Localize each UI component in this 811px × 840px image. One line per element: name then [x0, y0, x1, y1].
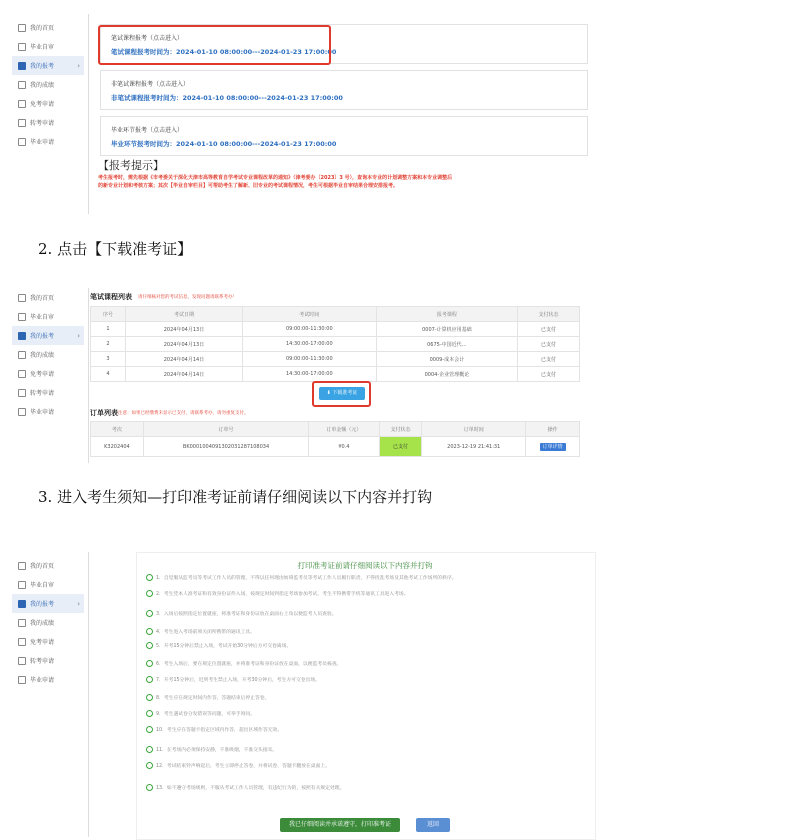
notice-item[interactable]: 1．自觉服从监考员等考试工作人员的管理，不得以任何理由妨碍监考员等考试工作人员履行职责，不得扰乱考场及其他考试工作场所的秩序。: [146, 574, 584, 582]
table-row: 1 2024年04月13日 09:00:00-11:30:00 0007-计算机应用基础 已支付: [91, 322, 580, 337]
divider: [88, 552, 89, 837]
notice-item[interactable]: 9．考生遇试卷分发错误等问题，可举手询问。: [146, 710, 584, 718]
orders-title: 订单列表: [90, 409, 118, 417]
exam-list-note: 请仔细核对您的考试信息，发现问题请联系考办！: [138, 295, 237, 300]
sidebar-item-exemption[interactable]: 免考申请: [12, 364, 84, 383]
divider: [88, 288, 89, 463]
checkbox[interactable]: [146, 574, 153, 581]
download-icon: ⬇: [326, 390, 333, 396]
tip-heading: 【报考提示】: [98, 159, 164, 172]
home-icon: [18, 24, 26, 32]
notice-item[interactable]: 12．考试结束铃声响起后，考生立即停止答卷，并将试卷、答题卡翻放在桌面上。: [146, 762, 584, 770]
home-icon: [18, 562, 26, 570]
checkbox[interactable]: [146, 710, 153, 717]
sidebar-item-home[interactable]: 我的首页: [12, 18, 84, 37]
notice-item[interactable]: 3．入场后按照指定位置就座，将准考证和身份证放在桌面右上角以便监考人员查验。: [146, 610, 584, 618]
user-icon: [18, 81, 26, 89]
checkbox[interactable]: [146, 628, 153, 635]
notice-item[interactable]: 10．考生应在答题卡指定区域内作答，超出区域作答无效。: [146, 726, 584, 734]
table-row: 2 2024年04月13日 14:30:00-17:00:00 0675-中国近代… 已支付: [91, 337, 580, 352]
sidebar-item-exemption[interactable]: 免考申请: [12, 632, 84, 651]
exam-table: 序号 考试日期 考试时间 报考课程 支付状态 1 2024年04月13日 09:00:00-11:30:00 0007-计算机应用基础 已支付 2 2024年04月13日 14:30:00-17:00:00 0675-中国近代… 已支付 3 2024年04月14日 09:00:00-11:30:00 0009-成本会计 已支付 4 2024年04月14日 14:30:00-17:00:00 0004-企业管理概论 已支付: [90, 306, 580, 382]
card-time: 毕业环节报考时间为：2024-01-10 08:00:00---2024-01-23 17:00:00: [111, 140, 337, 148]
sidebar-item-my-registration[interactable]: 我的报考 ›: [12, 56, 84, 75]
table-row: K3202404 BK0001004091302031287108034 ¥0.4 已支付 2023-12-19 21:41:31 订单详情: [91, 437, 580, 457]
status-badge: 已支付: [379, 437, 422, 457]
orders-note: 注意：如果已经缴费未显示已支付，请联系考办，请勿重复支付。: [118, 411, 249, 416]
notice-item[interactable]: 5．开考15分钟后禁止入场，考试开始30分钟后方可交卷离场。: [146, 642, 584, 650]
step-2-heading: 2. 点击【下载准考证】: [38, 240, 193, 258]
chevron-right-icon: ›: [77, 331, 80, 340]
home-icon: [18, 294, 26, 302]
sidebar-item-graduation-review[interactable]: 毕业自审: [12, 37, 84, 56]
checkbox[interactable]: [146, 676, 153, 683]
chevron-right-icon: ›: [77, 599, 80, 608]
user-icon: [18, 351, 26, 359]
form-icon: [18, 638, 26, 646]
checkbox[interactable]: [146, 610, 153, 617]
download-admission-ticket-button[interactable]: ⬇ 下载准考证: [319, 387, 365, 400]
document-icon: [18, 43, 26, 51]
form-icon: [18, 119, 26, 127]
checkbox[interactable]: [146, 590, 153, 597]
form-icon: [18, 100, 26, 108]
table-row: 4 2024年04月14日 14:30:00-17:00:00 0004-企业管理概论 已支付: [91, 367, 580, 382]
checkbox[interactable]: [146, 660, 153, 667]
registration-icon: [18, 62, 26, 70]
highlight-box: [312, 381, 371, 407]
sidebar-item-graduation-apply[interactable]: 毕业申请: [12, 132, 84, 151]
order-details-button[interactable]: 订单详情: [540, 443, 566, 451]
sidebar-item-my-registration[interactable]: 我的报考 ›: [12, 326, 84, 345]
notice-item[interactable]: 8．考生应在规定时间内作答，答题结束后停止答卷。: [146, 694, 584, 702]
checkbox[interactable]: [146, 694, 153, 701]
form-icon: [18, 657, 26, 665]
sidebar-item-scores[interactable]: 我的成绩: [12, 613, 84, 632]
sidebar: [12, 556, 84, 689]
tip-text: 考生报考时，需先根据《市考委关于深化天津市高等教育自学考试专业课程改革的通知》（津考委办〔2023〕3 号），查询本专业的计划调整方案和本专业调整后 的新专业计划和考核方案；其次【毕业自审栏目】可帮助考生了解新、旧专业的考试课程情况，考生可根据毕业自审结果合理安排报考。: [98, 175, 453, 189]
form-icon: [18, 370, 26, 378]
checkbox[interactable]: [146, 642, 153, 649]
notice-item[interactable]: 6．考生入场后，要在规定位置就座，并将准考证和身份证放在桌面，以便监考员核查。: [146, 660, 584, 668]
card-time: 非笔试课程报考时间为：2024-01-10 08:00:00---2024-01-23 17:00:00: [111, 94, 343, 102]
non-written-course-card[interactable]: [100, 70, 588, 110]
highlight-box: [98, 25, 331, 65]
orders-table: 考次 订单号 订单金额（元） 支付状态 订单时间 操作 K3202404 BK0001004091302031287108034 ¥0.4 已支付 2023-12-19 21:41:31 订单详情: [90, 421, 580, 457]
notice-item[interactable]: 13．如不遵守考场规则，不服从考试工作人员管理，有违纪行为的，按照有关规定处理。: [146, 784, 584, 792]
notice-item[interactable]: 4．考生进入考场前须关闭所携带的通讯工具。: [146, 628, 584, 636]
user-icon: [18, 619, 26, 627]
divider: [88, 14, 89, 214]
registration-icon: [18, 600, 26, 608]
document-icon: [18, 313, 26, 321]
notice-item[interactable]: 11．在考场内必须保持安静，不准吸烟，不准交头接耳。: [146, 746, 584, 754]
sidebar-item-exemption[interactable]: 免考申请: [12, 94, 84, 113]
form-icon: [18, 138, 26, 146]
sidebar-item-scores[interactable]: 我的成绩: [12, 345, 84, 364]
sidebar-item-transfer[interactable]: 转考申请: [12, 113, 84, 132]
sidebar-item-graduation-apply[interactable]: 毕业申请: [12, 670, 84, 689]
sidebar: [12, 18, 84, 151]
card-title: 非笔试课程报考（点击进入）: [111, 81, 190, 88]
graduation-card[interactable]: [100, 116, 588, 156]
checkbox[interactable]: [146, 726, 153, 733]
document-icon: [18, 581, 26, 589]
notice-item[interactable]: 7．开考15分钟后，迟到考生禁止入场，开考30分钟后，考生方可交卷出场。: [146, 676, 584, 684]
form-icon: [18, 408, 26, 416]
sidebar-item-scores[interactable]: 我的成绩: [12, 75, 84, 94]
exam-list-title: 笔试课程列表: [90, 293, 132, 301]
notice-item[interactable]: 2．考生凭本人准考证和有效身份证件入场，按规定时间到指定考场参加考试，考生不得携带手机等通讯工具进入考场。: [146, 590, 584, 598]
agree-print-button[interactable]: 我已仔细阅读并承诺遵守，打印准考证: [280, 818, 400, 832]
notice-title: 打印准考证前请仔细阅读以下内容并打钩: [297, 561, 433, 570]
sidebar-item-home[interactable]: 我的首页: [12, 556, 84, 575]
step-3-heading: 3. 进入考生须知—打印准考证前请仔细阅读以下内容并打钩: [38, 488, 433, 506]
checkbox[interactable]: [146, 784, 153, 791]
registration-icon: [18, 332, 26, 340]
chevron-right-icon: ›: [77, 61, 80, 70]
form-icon: [18, 389, 26, 397]
card-time: 笔试课程报考时间为：2024-01-10 08:00:00---2024-01-23 17:00:00: [111, 48, 337, 56]
card-title: 笔试课程报考（点击进入）: [111, 35, 184, 42]
sidebar-item-graduation-review[interactable]: 毕业自审: [12, 575, 84, 594]
checkbox[interactable]: [146, 762, 153, 769]
card-title: 毕业环节报考（点击进入）: [111, 127, 184, 134]
sidebar-item-graduation-review[interactable]: 毕业自审: [12, 307, 84, 326]
checkbox[interactable]: [146, 746, 153, 753]
sidebar-item-transfer[interactable]: 转考申请: [12, 651, 84, 670]
table-row: 3 2024年04月14日 09:00:00-11:30:00 0009-成本会计 已支付: [91, 352, 580, 367]
sidebar-item-my-registration[interactable]: 我的报考 ›: [12, 594, 84, 613]
sidebar-item-graduation-apply[interactable]: 毕业申请: [12, 402, 84, 421]
sidebar: [12, 288, 84, 421]
sidebar-item-home[interactable]: 我的首页: [12, 288, 84, 307]
back-button[interactable]: 返回: [416, 818, 450, 832]
form-icon: [18, 676, 26, 684]
sidebar-item-transfer[interactable]: 转考申请: [12, 383, 84, 402]
